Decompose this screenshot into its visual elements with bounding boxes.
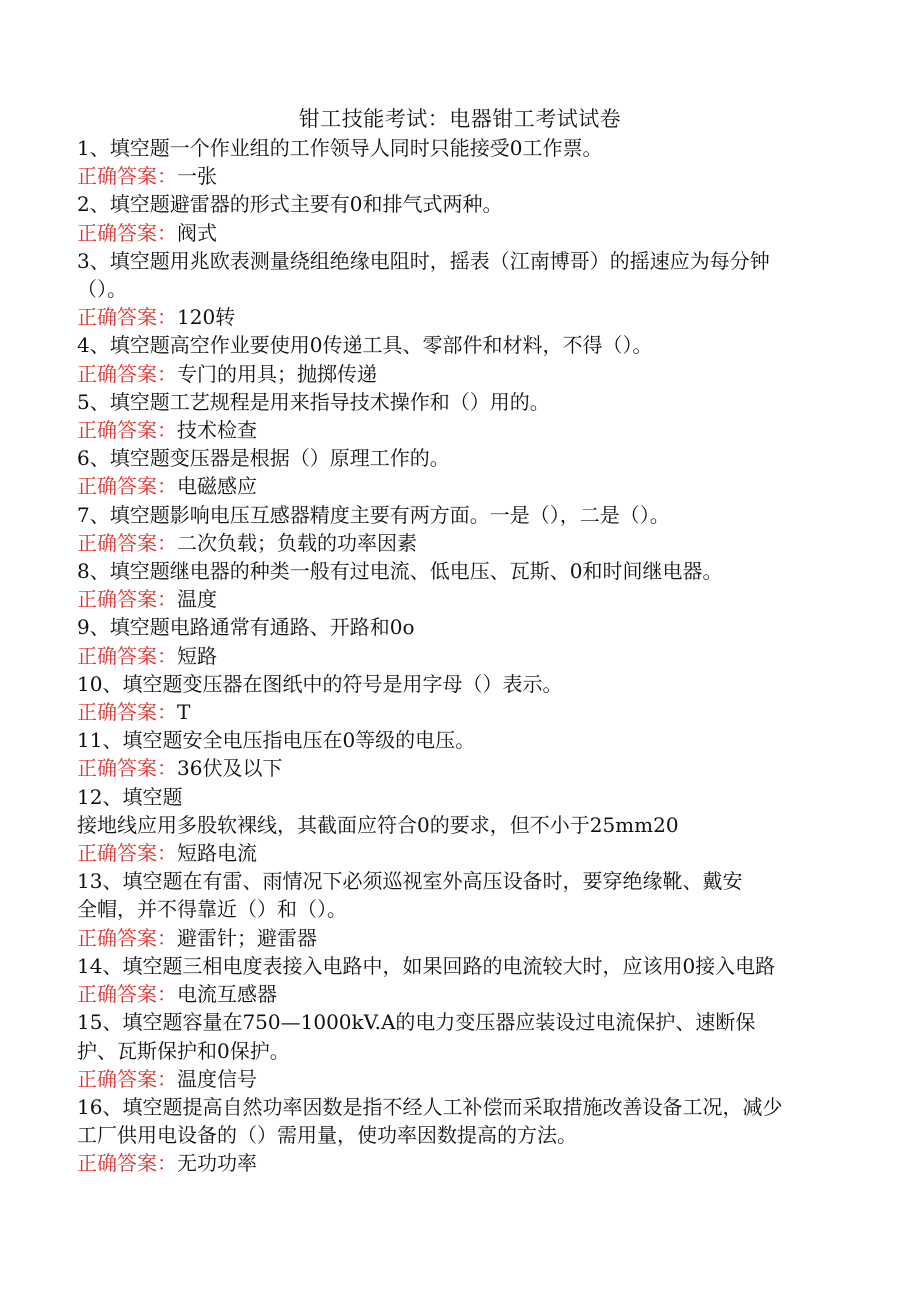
question-item xyxy=(77,613,847,669)
question-text: 9、填空题电路通常有通路、开路和0o xyxy=(77,615,415,640)
question-item xyxy=(77,952,847,1008)
document-title: 钳工技能考试：电器钳工考试试卷 xyxy=(298,107,622,131)
answer-text: 避雷针；避雷器 xyxy=(177,925,317,950)
answer-label: 正确答案： xyxy=(77,164,177,189)
question-list xyxy=(77,134,847,1178)
question-text: 8、填空题继电器的种类一般有过电流、低电压、瓦斯、0和时间继电器。 xyxy=(77,559,723,584)
question-text: 13、填空题在有雷、雨情况下必须巡视室外高压设备时，要穿绝缘靴、戴安 xyxy=(77,869,743,894)
question-item xyxy=(77,1008,847,1093)
answer-text: 36伏及以下 xyxy=(177,756,283,781)
answer-line xyxy=(77,839,847,867)
question-item xyxy=(77,1093,847,1178)
question-text: 1、填空题一个作业组的工作领导人同时只能接受0工作票。 xyxy=(77,136,603,160)
answer-label: 正确答案： xyxy=(77,305,177,330)
answer-label: 正确答案： xyxy=(77,982,177,1007)
question-item xyxy=(77,444,847,500)
question-item xyxy=(77,783,847,868)
answer-label: 正确答案： xyxy=(77,643,177,668)
question-item xyxy=(77,557,847,613)
answer-line xyxy=(77,529,847,557)
answer-line xyxy=(77,585,847,613)
answer-line xyxy=(77,360,847,388)
answer-text: 电磁感应 xyxy=(177,474,257,499)
question-text: 15、填空题容量在750—1000kV.A的电力变压器应装设过电流保护、速断保 xyxy=(77,1010,756,1035)
answer-text: 一张 xyxy=(177,164,217,189)
answer-text: 短路电流 xyxy=(177,841,257,866)
question-text: 6、填空题变压器是根据（）原理工作的。 xyxy=(77,446,450,471)
question-item xyxy=(77,388,847,444)
answer-label: 正确答案： xyxy=(77,530,177,555)
answer-line xyxy=(77,472,847,500)
answer-text: 技术检查 xyxy=(177,418,257,443)
answer-text: 短路 xyxy=(177,643,217,668)
question-text: 2、填空题避雷器的形式主要有0和排气式两种。 xyxy=(77,192,503,217)
question-text: 11、填空题安全电压指电压在0等级的电压。 xyxy=(77,728,476,753)
answer-label: 正确答案： xyxy=(77,925,177,950)
question-text: 10、填空题变压器在图纸中的符号是用字母（）表示。 xyxy=(77,671,563,696)
answer-text: 电流互感器 xyxy=(177,982,277,1007)
answer-label: 正确答案： xyxy=(77,587,177,612)
answer-label: 正确答案： xyxy=(77,474,177,499)
question-item xyxy=(77,134,847,190)
question-item xyxy=(77,501,847,557)
answer-label: 正确答案： xyxy=(77,756,177,781)
question-text: （）。 xyxy=(77,277,127,302)
answer-text: 二次负载；负载的功率因素 xyxy=(177,530,417,555)
question-text: 4、填空题高空作业要使用0传递工具、零部件和材料，不得（）。 xyxy=(77,333,653,358)
answer-line xyxy=(77,698,847,726)
answer-label: 正确答案： xyxy=(77,700,177,725)
question-text: 接地线应用多股软裸线，其截面应符合0的要求，但不小于25mm20 xyxy=(77,812,679,837)
answer-text: 120转 xyxy=(177,305,236,330)
answer-line xyxy=(77,1065,847,1093)
answer-line xyxy=(77,416,847,444)
question-text: 全帽，并不得靠近（）和（）。 xyxy=(77,897,347,922)
answer-label: 正确答案： xyxy=(77,841,177,866)
question-text: 3、填空题用兆欧表测量绕组绝缘电阻时，摇表（江南博哥）的摇速应为每分钟 xyxy=(77,248,770,273)
answer-line xyxy=(77,303,847,331)
answer-label: 正确答案： xyxy=(77,361,177,386)
question-text: 护、瓦斯保护和0保护。 xyxy=(77,1038,290,1063)
question-text: 16、填空题提高自然功率因数是指不经人工补偿而采取措施改善设备工况，减少 xyxy=(77,1094,783,1119)
answer-text: 阀式 xyxy=(177,220,217,245)
answer-line xyxy=(77,980,847,1008)
question-item xyxy=(77,867,847,952)
question-item xyxy=(77,247,847,332)
answer-line xyxy=(77,162,847,190)
question-text: 5、填空题工艺规程是用来指导技术操作和（）用的。 xyxy=(77,389,550,414)
answer-text: 温度 xyxy=(177,587,217,612)
question-item xyxy=(77,726,847,782)
answer-line xyxy=(77,924,847,952)
question-text: 工厂供用电设备的（）需用量，使功率因数提高的方法。 xyxy=(77,1123,577,1148)
answer-label: 正确答案： xyxy=(77,418,177,443)
answer-text: 专门的用具；抛掷传递 xyxy=(177,361,377,386)
answer-line xyxy=(77,219,847,247)
question-item xyxy=(77,670,847,726)
answer-text: 温度信号 xyxy=(177,1066,257,1091)
answer-label: 正确答案： xyxy=(77,1066,177,1091)
question-text: 14、填空题三相电度表接入电路中，如果回路的电流较大时，应该用0接入电路 xyxy=(77,953,776,978)
answer-line xyxy=(77,642,847,670)
question-item xyxy=(77,331,847,387)
question-text: 12、填空题 xyxy=(77,784,183,809)
answer-text: T xyxy=(177,700,191,725)
answer-label: 正确答案： xyxy=(77,220,177,245)
answer-label: 正确答案： xyxy=(77,1151,177,1176)
answer-line xyxy=(77,1149,847,1177)
question-text: 7、填空题影响电压互感器精度主要有两方面。一是（），二是（）。 xyxy=(77,502,670,527)
answer-line xyxy=(77,754,847,782)
answer-text: 无功功率 xyxy=(177,1151,257,1176)
question-item xyxy=(77,190,847,246)
